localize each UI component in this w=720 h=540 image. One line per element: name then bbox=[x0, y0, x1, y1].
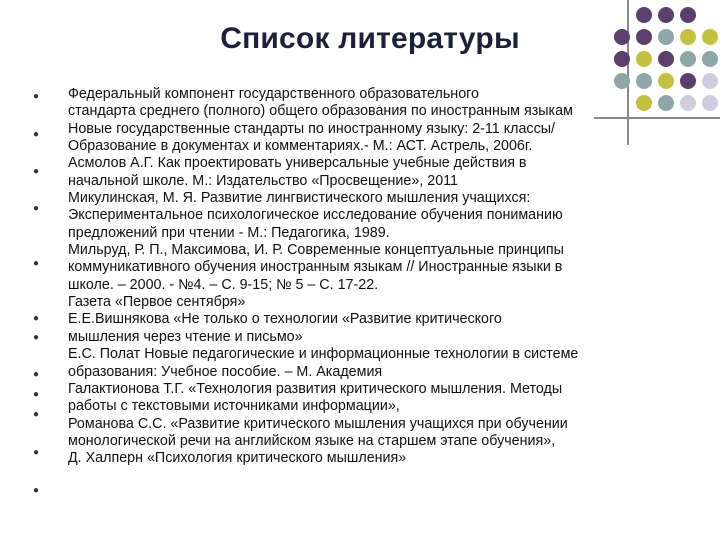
bullet-icon: ● bbox=[33, 389, 40, 400]
bullet-icon: ● bbox=[33, 369, 40, 380]
text-line: мышления через чтение и письмо» bbox=[68, 328, 303, 345]
decorative-dot bbox=[702, 51, 718, 67]
text-line: Галактионова Т.Г. «Технология развития критического мышления. Методы bbox=[68, 380, 563, 397]
text-line: Образование в документах и комментариях.- М.: АСТ. Астрель, 2006г. bbox=[68, 138, 533, 155]
bibliography-list bbox=[68, 86, 693, 468]
decorative-dot bbox=[614, 29, 630, 45]
bullet-icon: ● bbox=[33, 91, 40, 102]
text-line: образования: Учебное пособие. – М. Академия bbox=[68, 363, 383, 380]
decorative-dot bbox=[658, 51, 674, 67]
bullet-icon: ● bbox=[33, 203, 40, 214]
text-line: Д. Халперн «Психология критического мышления» bbox=[68, 450, 407, 467]
bullet-icon: ● bbox=[33, 332, 40, 343]
decorative-dot bbox=[702, 95, 718, 111]
text-line: Новые государственные стандарты по иностранному языку: 2-11 классы/ bbox=[68, 120, 555, 137]
decorative-dot bbox=[680, 7, 696, 23]
text-line: Е.Е.Вишнякова «Не только о технологии «Развитие критического bbox=[68, 311, 502, 328]
text-line: коммуникативного обучения иностранным языкам // Иностранные языки в bbox=[68, 259, 563, 276]
bullet-icon: ● bbox=[33, 485, 40, 496]
text-line: школе. – 2000. - №4. – С. 9-15; № 5 – С. 17-22. bbox=[68, 276, 379, 293]
decorative-dot bbox=[636, 51, 652, 67]
text-line: Мильруд, Р. П., Максимова, И. Р. Современные концептуальные принципы bbox=[68, 242, 564, 259]
text-line: Асмолов А.Г. Как проектировать универсальные учебные действия в bbox=[68, 155, 527, 172]
decorative-dot bbox=[636, 7, 652, 23]
text-line: монологической речи на английском языке на старшем этапе обучения», bbox=[68, 432, 556, 449]
bullet-icon: ● bbox=[33, 313, 40, 324]
bullet-icon: ● bbox=[33, 258, 40, 269]
decorative-dot bbox=[658, 7, 674, 23]
text-line: Романова С.С. «Развитие критического мышления учащихся при обучении bbox=[68, 415, 568, 432]
bullet-icon: ● bbox=[33, 166, 40, 177]
decorative-dot bbox=[702, 73, 718, 89]
decorative-dot bbox=[658, 29, 674, 45]
bullet-icon: ● bbox=[33, 409, 40, 420]
text-line: стандарта среднего (полного) общего образования по иностранным языкам bbox=[68, 103, 573, 120]
text-line: начальной школе. М.: Издательство «Просвещение», 2011 bbox=[68, 172, 459, 189]
bullet-icon: ● bbox=[33, 447, 40, 458]
text-line: Микулинская, М. Я. Развитие лингвистического мышления учащихся: bbox=[68, 190, 531, 207]
decorative-dot bbox=[680, 29, 696, 45]
bullet-column bbox=[33, 0, 43, 540]
text-line: Экспериментальное психологическое исследование обучения пониманию bbox=[68, 207, 563, 224]
decorative-dot bbox=[702, 29, 718, 45]
bullet-icon: ● bbox=[33, 129, 40, 140]
page-title: Список литературы bbox=[220, 22, 520, 55]
decorative-dot bbox=[680, 51, 696, 67]
text-line: предложений при чтении - М.: Педагогика, 1989. bbox=[68, 224, 390, 241]
text-line: Е.С. Полат Новые педагогические и информационные технологии в системе bbox=[68, 346, 579, 363]
text-line: Газета «Первое сентября» bbox=[68, 294, 246, 311]
text-line: Федеральный компонент государственного образовательного bbox=[68, 86, 479, 102]
decorative-dot bbox=[636, 29, 652, 45]
text-line: работы с текстовыми источниками информации», bbox=[68, 398, 400, 415]
decorative-dot bbox=[614, 51, 630, 67]
